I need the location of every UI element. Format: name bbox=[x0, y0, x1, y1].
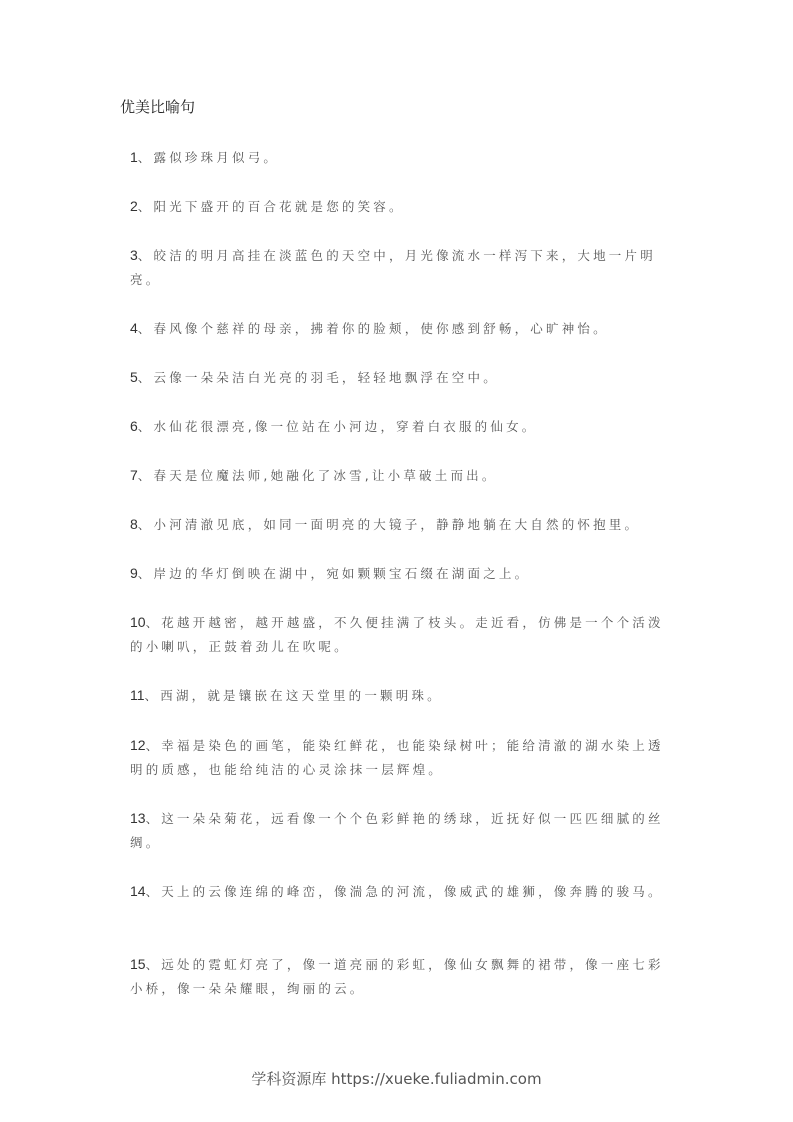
list-item bbox=[130, 683, 670, 708]
item-text: 、云像一朵朵洁白光亮的羽毛，轻轻地飘浮在空中。 bbox=[137, 370, 499, 385]
footer-watermark: 学科资源库 https://xueke.fuliadmin.com bbox=[251, 1070, 542, 1088]
item-text: 、花越开越密，越开越盛，不久便挂满了枝头。走近看，仿佛是一个个活泼的小喇叭，正鼓着劲儿在吹呢。 bbox=[130, 615, 664, 654]
item-number: 4 bbox=[130, 320, 138, 336]
list-item bbox=[130, 806, 670, 855]
item-text: 、水仙花很漂亮,像一位站在小河边，穿着白衣服的仙女。 bbox=[137, 419, 538, 434]
item-number: 2 bbox=[130, 198, 138, 214]
item-text: 、小河清澈见底，如同一面明亮的大镜子，静静地躺在大自然的怀抱里。 bbox=[137, 517, 641, 532]
item-text: 、这一朵朵菊花，远看像一个个色彩鲜艳的绣球，近抚好似一匹匹细腻的丝绸。 bbox=[130, 811, 664, 850]
list-item bbox=[130, 952, 670, 1001]
list-item bbox=[130, 733, 670, 782]
item-text: 、春风像个慈祥的母亲，拂着你的脸颊，使你感到舒畅，心旷神怡。 bbox=[137, 321, 609, 336]
item-number: 11 bbox=[130, 687, 145, 703]
list-item bbox=[130, 463, 670, 488]
item-text: 、远处的霓虹灯亮了，像一道亮丽的彩虹，像仙女飘舞的裙带，像一座七彩小桥，像一朵朵耀眼，绚丽的云。 bbox=[130, 957, 664, 996]
item-text: 、岸边的华灯倒映在湖中，宛如颗颗宝石缀在湖面之上。 bbox=[137, 566, 531, 581]
item-text: 、春天是位魔法师,她融化了冰雪,让小草破土而出。 bbox=[137, 468, 498, 483]
list-item bbox=[130, 316, 670, 341]
item-text: 、阳光下盛开的百合花就是您的笑容。 bbox=[137, 199, 405, 214]
list-item bbox=[130, 194, 670, 219]
item-number: 12 bbox=[130, 737, 146, 753]
list-item bbox=[130, 879, 670, 904]
item-text: 、皎洁的明月高挂在淡蓝色的天空中，月光像流水一样泻下来，大地一片明亮。 bbox=[130, 248, 656, 287]
item-number: 8 bbox=[130, 516, 138, 532]
list-item bbox=[130, 512, 670, 537]
item-number: 14 bbox=[130, 883, 146, 899]
item-text: 、天上的云像连绵的峰峦，像湍急的河流，像威武的雄狮，像奔腾的骏马。 bbox=[145, 884, 664, 899]
list-item bbox=[130, 561, 670, 586]
item-number: 9 bbox=[130, 565, 138, 581]
list-item bbox=[130, 414, 670, 439]
item-number: 3 bbox=[130, 247, 138, 263]
item-number: 6 bbox=[130, 418, 138, 434]
page-title: 优美比喻句 bbox=[120, 98, 196, 116]
list-item bbox=[130, 610, 670, 659]
item-number: 7 bbox=[130, 467, 138, 483]
item-number: 15 bbox=[130, 956, 146, 972]
list-item bbox=[130, 145, 670, 170]
item-text: 、幸福是染色的画笔，能染红鲜花，也能染绿树叶；能给清澈的湖水染上透明的质感，也能给纯洁的心灵涂抹一层辉煌。 bbox=[130, 738, 664, 777]
item-number: 1 bbox=[130, 149, 138, 165]
item-text: 、露似珍珠月似弓。 bbox=[137, 150, 280, 165]
item-number: 10 bbox=[130, 614, 146, 630]
item-number: 5 bbox=[130, 369, 138, 385]
item-number: 13 bbox=[130, 810, 146, 826]
list-item bbox=[130, 365, 670, 390]
list-item bbox=[130, 243, 670, 292]
item-text: 、西湖，就是镶嵌在这天堂里的一颗明珠。 bbox=[144, 688, 443, 703]
